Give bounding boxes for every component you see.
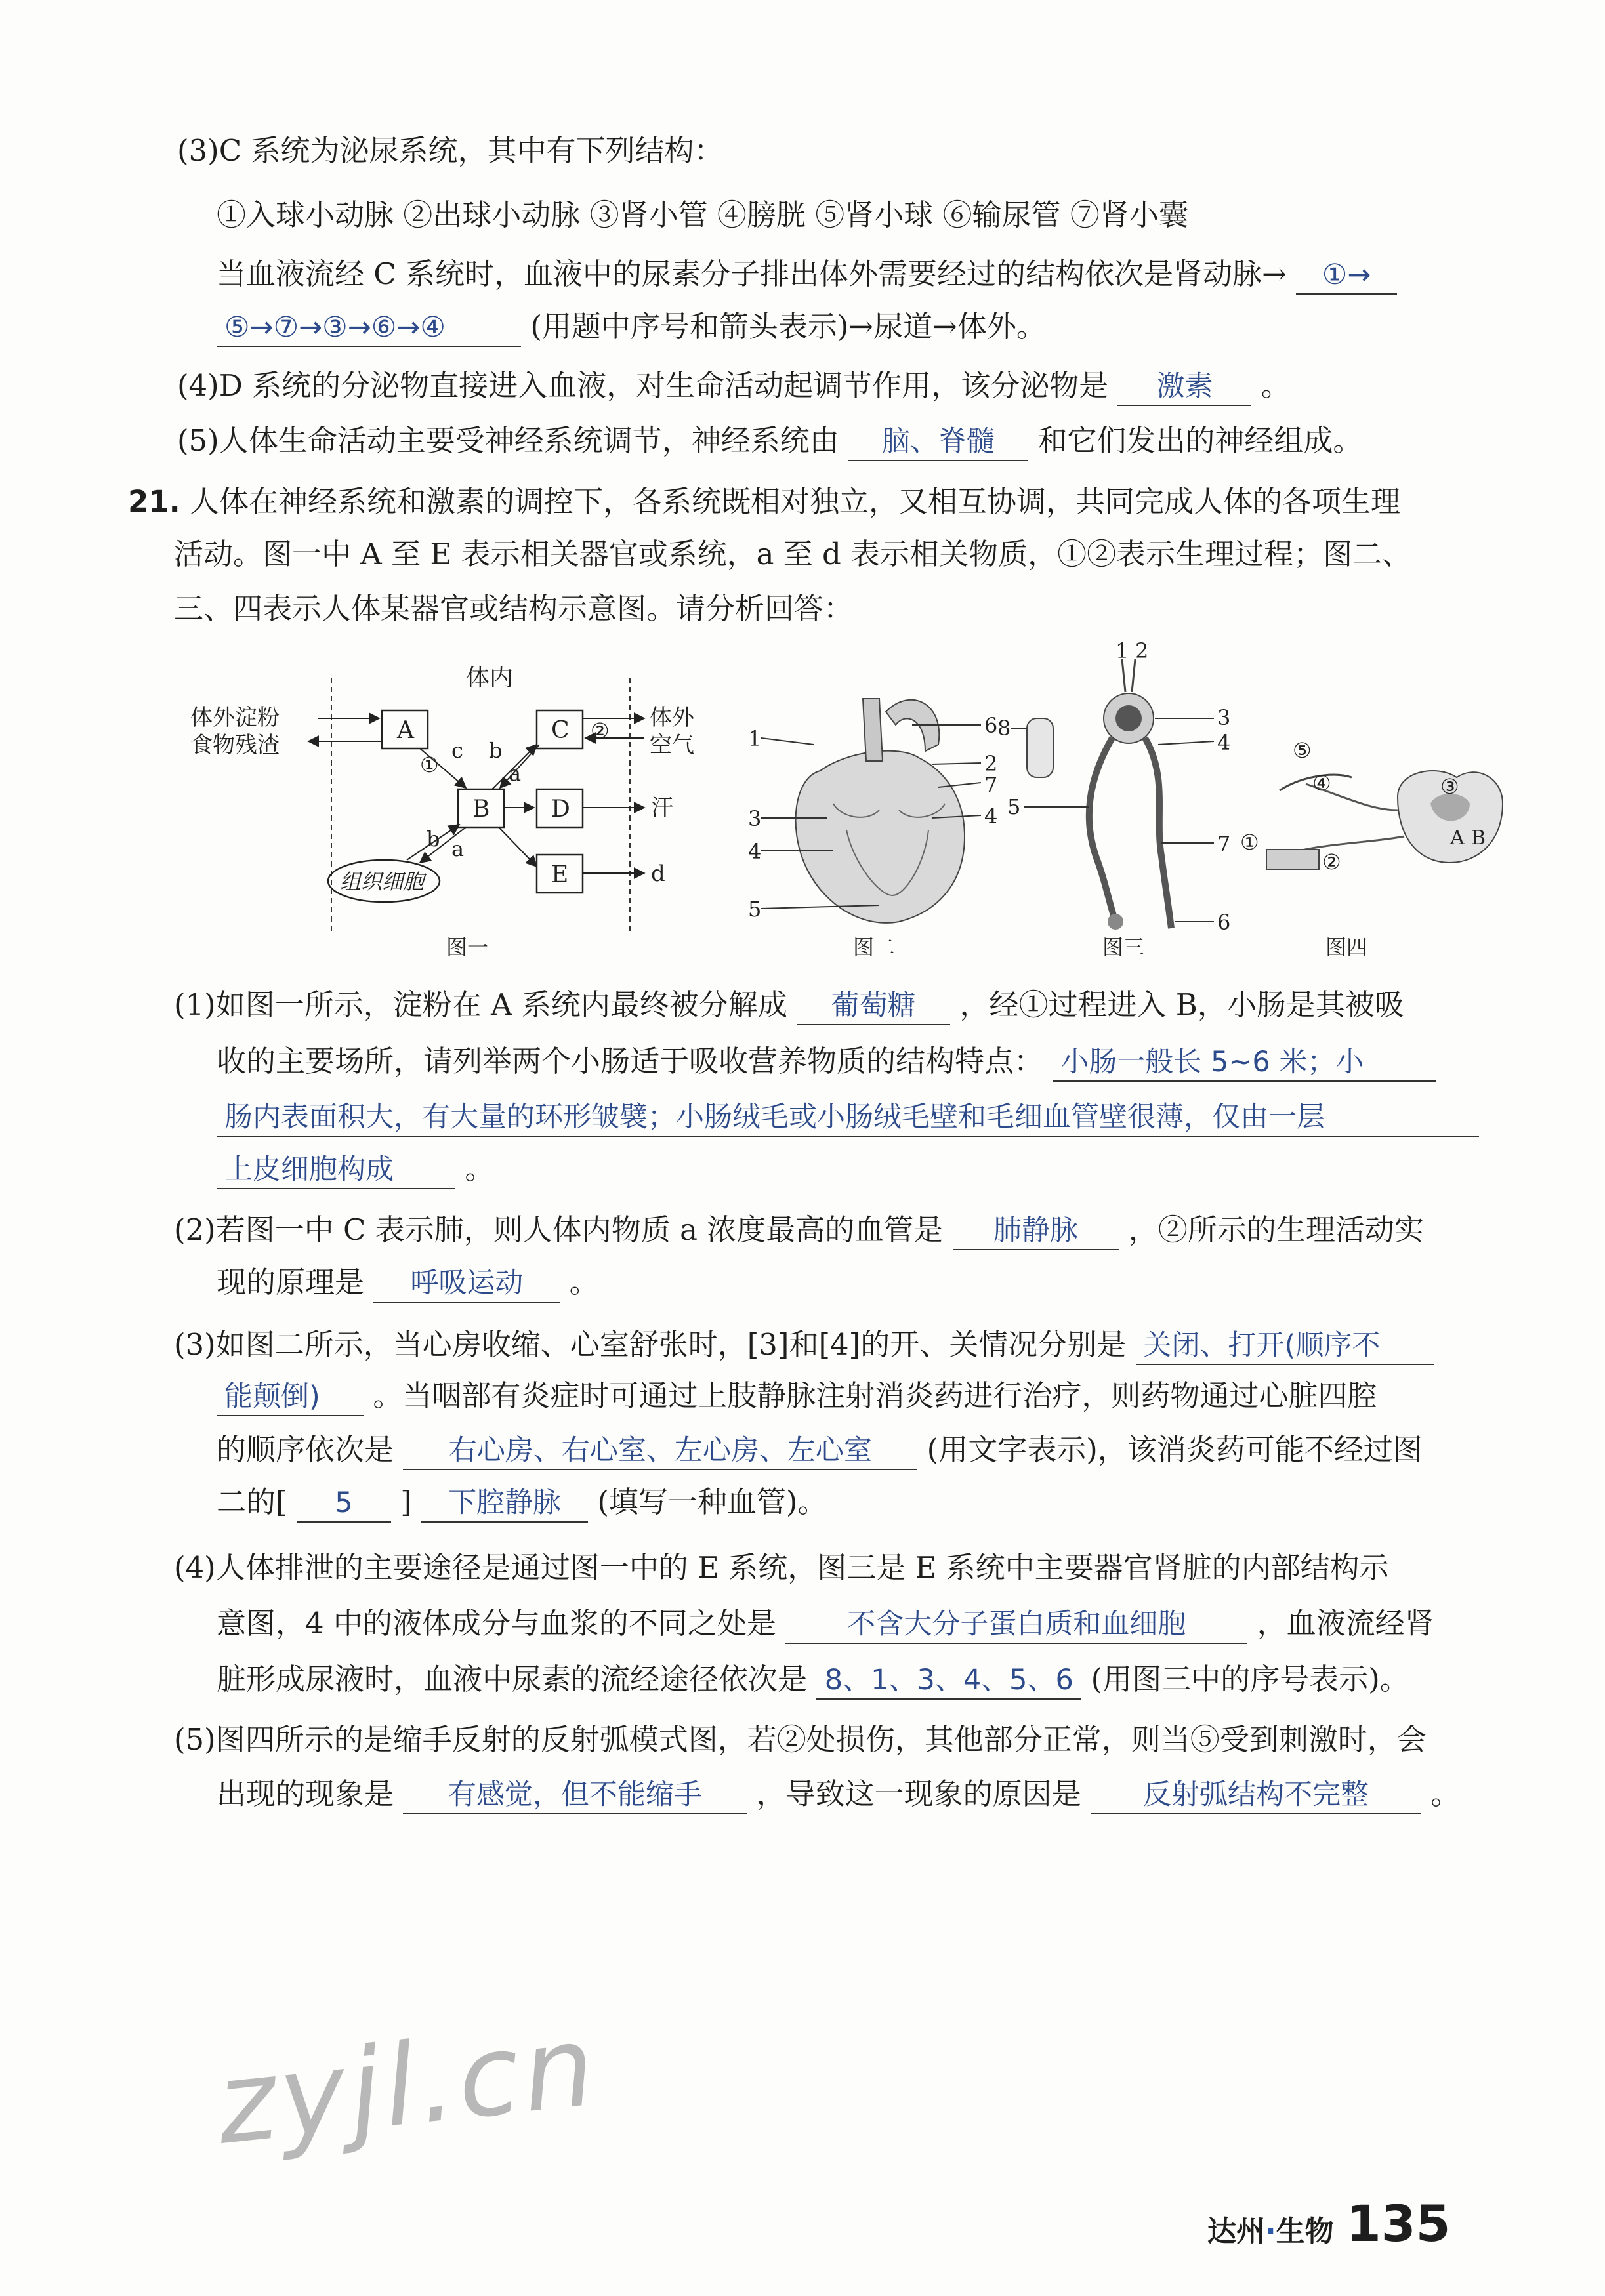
fig1-letter-b1: b xyxy=(489,738,503,763)
fig1-label-b: B xyxy=(472,796,490,823)
q20-p4-end: 。 xyxy=(1261,368,1291,403)
fig3-label-1: 1 xyxy=(1115,638,1129,663)
q21-s3-text4c: (填写一种血管)。 xyxy=(597,1485,827,1519)
fig3-label-8: 8 xyxy=(997,716,1011,741)
fig3-caption: 图三 xyxy=(1102,935,1145,960)
q20-p3-line4 xyxy=(217,307,1046,347)
fig3-label-7: 7 xyxy=(1217,831,1231,856)
q21-s3-line3 xyxy=(217,1430,1423,1470)
q21-intro-text3: 三、四表示人体某器官或结构示意图。请分析回答： xyxy=(174,591,854,626)
q21-s3-text4a: 二的[ xyxy=(217,1485,287,1519)
q21-s2-text2: 现的原理是 xyxy=(217,1265,365,1300)
footer-region: 达州 xyxy=(1207,2215,1265,2248)
footer-subject: 生物 xyxy=(1276,2215,1334,2248)
figure-2 xyxy=(748,699,997,960)
fig2-label-2: 2 xyxy=(984,751,998,776)
fig1-letter-b2: b xyxy=(427,827,440,851)
q21-s3-text1: (3)如图二所示，当心房收缩、心室舒张时，[3]和[4]的开、关情况分别是 xyxy=(174,1327,1127,1362)
q20-p3-text3: 当血液流经 C 系统时，血液中的尿素分子排出体外需要经过的结构依次是肾动脉→ xyxy=(217,256,1287,291)
figure-4 xyxy=(1240,738,1503,960)
fig1-caption: 图一 xyxy=(446,935,489,960)
q21-intro-line1 xyxy=(128,482,1400,522)
q21-s3-text2: 。当咽部有炎症时可通过上肢静脉注射消炎药进行治疗，则药物通过心脏四腔 xyxy=(373,1378,1377,1413)
fig2-label-5: 5 xyxy=(748,897,762,922)
figure-1 xyxy=(190,665,695,960)
q20-p3-answer-a: ①→ xyxy=(1296,256,1397,295)
q21-s1-answer1: 葡萄糖 xyxy=(797,987,950,1025)
q21-s2-text1b: ，②所示的生理活动实 xyxy=(1128,1212,1424,1247)
q21-s1-line4 xyxy=(217,1149,494,1189)
q21-s4-text3b: (用图三中的序号表示)。 xyxy=(1091,1662,1409,1696)
q21-intro-text2: 活动。图一中 A 至 E 表示相关器官或系统，a 至 d 表示相关物质，①②表示生理过程；图二、 xyxy=(174,537,1412,571)
fig1-label-e: E xyxy=(551,861,569,888)
fig3-label-2: 2 xyxy=(1135,638,1149,663)
q21-intro-line2 xyxy=(174,535,1411,574)
q21-s3-line2 xyxy=(217,1376,1377,1416)
q21-s5-text1: (5)图四所示的是缩手反射的反射弧模式图，若②处损伤，其他部分正常，则当⑤受到刺激时，会 xyxy=(174,1722,1427,1757)
nephron-arterioles xyxy=(1122,659,1135,692)
fig2-label-7: 7 xyxy=(984,772,998,797)
fig3-leader-4 xyxy=(1158,741,1214,745)
fig2-label-1: 1 xyxy=(748,726,762,751)
fig1-label-d: D xyxy=(551,796,570,823)
q21-s4-answer1: 不含大分子蛋白质和血细胞 xyxy=(785,1606,1247,1644)
q20-p3-answer-b: ⑤→⑦→③→⑥→④ xyxy=(217,309,521,347)
q20-p3-text2: ①入球小动脉 ②出球小动脉 ③肾小管 ④膀胱 ⑤肾小球 ⑥输尿管 ⑦肾小囊 xyxy=(217,197,1188,232)
fig1-letter-a1: a xyxy=(509,761,522,786)
q21-s3-answer1a: 关闭、打开(顺序不 xyxy=(1136,1327,1434,1365)
q21-s4-text3: 脏形成尿液时，血液中尿素的流经途径依次是 xyxy=(217,1662,808,1696)
q21-s1-line3 xyxy=(217,1097,1479,1137)
fig4-label-2: ② xyxy=(1322,850,1341,874)
q21-s5-text2: 出现的现象是 xyxy=(217,1776,394,1811)
nephron-glomerulus xyxy=(1115,705,1142,731)
q21-s3-text4b: ] xyxy=(400,1485,412,1519)
q21-s2-answer1: 肺静脉 xyxy=(953,1212,1119,1250)
nephron-vessel xyxy=(1027,718,1053,777)
q21-s2-end: 。 xyxy=(569,1265,599,1300)
fig2-label-3: 3 xyxy=(748,806,762,831)
q21-s3-answer2: 右心房、右心室、左心房、左心室 xyxy=(403,1432,917,1470)
q21-s3-answer4: 下腔静脉 xyxy=(421,1485,588,1523)
effector-muscle xyxy=(1266,850,1319,869)
q20-p5-end: 和它们发出的神经组成。 xyxy=(1037,423,1363,458)
fig1-process-1: ① xyxy=(420,752,439,777)
q21-s2-text1: (2)若图一中 C 表示肺，则人体内物质 a 浓度最高的血管是 xyxy=(174,1212,944,1247)
q21-s2-line2 xyxy=(217,1263,599,1303)
figure-3 xyxy=(997,638,1230,960)
fig4-caption: 图四 xyxy=(1325,935,1368,960)
q21-s1-answer2b: 肠内表面积大，有大量的环形皱襞；小肠绒毛或小肠绒毛壁和毛细血管壁很薄，仅由一层 xyxy=(217,1099,1479,1137)
q20-p3-structures xyxy=(217,195,1188,235)
q21-s2-line1 xyxy=(174,1210,1424,1250)
fig3-label-4: 4 xyxy=(1217,730,1231,755)
q20-p4-answer: 激素 xyxy=(1117,368,1251,406)
q21-s3-line1 xyxy=(174,1325,1434,1365)
q20-p5-text: (5)人体生命活动主要受神经系统调节，神经系统由 xyxy=(177,423,839,458)
fig2-label-4-left: 4 xyxy=(748,839,762,864)
q20-p3-line1 xyxy=(177,131,723,171)
fig2-leader-2 xyxy=(932,763,981,764)
figures-row xyxy=(177,638,1486,968)
q21-s3-line4 xyxy=(217,1483,827,1523)
fig2-caption: 图二 xyxy=(853,935,896,960)
q21-s1-text1b: ，经①过程进入 B，小肠是其被吸 xyxy=(959,987,1404,1022)
fig3-label-6: 6 xyxy=(1217,910,1231,935)
fig1-label-a: A xyxy=(397,717,414,744)
q21-s4-text2b: ，血液流经肾 xyxy=(1257,1606,1434,1641)
fig4-label-1: ① xyxy=(1240,830,1259,855)
q21-s4-line2 xyxy=(217,1604,1434,1644)
fig1-left-top: 体外淀粉 xyxy=(190,705,280,731)
q20-p3-text4: (用题中序号和箭头表示)→尿道→体外。 xyxy=(530,309,1046,344)
q20-p3-line3 xyxy=(217,255,1397,295)
fig2-label-4-right: 4 xyxy=(984,804,998,829)
q20-p5-line xyxy=(177,421,1362,461)
q21-s5-answer1: 有感觉，但不能缩手 xyxy=(403,1776,747,1814)
q20-p5-answer: 脑、脊髓 xyxy=(848,423,1028,461)
page-number: 135 xyxy=(1346,2194,1451,2253)
fig1-right-top: 体外 xyxy=(650,705,694,731)
fig1-sweat: 汗 xyxy=(651,795,673,821)
fig1-process-2: ② xyxy=(591,718,610,743)
fig4-label-a: A xyxy=(1450,827,1465,850)
q21-s4-text1: (4)人体排泄的主要途径是通过图一中的 E 系统，图三是 E 系统中主要器官肾脏的内部结构示 xyxy=(174,1550,1389,1585)
fig1-left-bottom: 食物残渣 xyxy=(190,732,280,758)
q21-s1-line2 xyxy=(217,1042,1436,1082)
fig2-label-6: 6 xyxy=(984,713,998,738)
fig4-label-b: B xyxy=(1471,827,1486,850)
q21-s4-line1 xyxy=(174,1548,1389,1588)
q21-s4-line3 xyxy=(217,1660,1409,1700)
q21-s5-line2 xyxy=(217,1774,1460,1814)
q21-s5-answer2: 反射弧结构不完整 xyxy=(1091,1776,1421,1814)
fig3-label-5: 5 xyxy=(1007,794,1021,819)
q21-s5-text2b: ，导致这一现象的原因是 xyxy=(756,1776,1081,1811)
footer-dot: · xyxy=(1265,2215,1276,2248)
fig4-label-3: ③ xyxy=(1440,774,1459,799)
q21-s5-line1 xyxy=(174,1720,1427,1759)
nephron-loop xyxy=(1108,914,1123,930)
q20-p3-text1: (3)C 系统为泌尿系统，其中有下列结构： xyxy=(177,133,724,168)
fig1-cell-label: 组织细胞 xyxy=(340,869,425,894)
q21-s1-text1: (1)如图一所示，淀粉在 A 系统内最终被分解成 xyxy=(174,987,787,1022)
q20-p4-text: (4)D 系统的分泌物直接进入血液，对生命活动起调节作用，该分泌物是 xyxy=(177,368,1109,403)
fig1-arrow-b-e xyxy=(499,827,537,867)
fig1-d: d xyxy=(651,861,665,887)
fig1-letter-c: c xyxy=(451,738,463,763)
q21-s4-answer2: 8、1、3、4、5、6 xyxy=(816,1662,1081,1700)
nephron-tubule-left xyxy=(1089,738,1115,922)
fig1-label-c: C xyxy=(551,717,570,744)
q21-intro-line3 xyxy=(174,589,853,628)
heart-vessel-top xyxy=(863,699,883,761)
q21-s5-end: 。 xyxy=(1430,1776,1461,1811)
q21-s1-end: 。 xyxy=(465,1151,495,1186)
q20-p4-line xyxy=(177,366,1291,406)
fig1-right-bottom: 空气 xyxy=(650,732,694,758)
q21-s1-answer2a: 小肠一般长 5~6 米；小 xyxy=(1053,1044,1436,1082)
q21-number: 21. xyxy=(128,484,180,519)
heart-body xyxy=(796,751,965,923)
fig3-label-3: 3 xyxy=(1217,705,1231,730)
q21-intro-text1: 人体在神经系统和激素的调控下，各系统既相对独立，又相互协调，共同完成人体的各项生理 xyxy=(190,484,1401,519)
page-footer xyxy=(1207,2194,1450,2253)
q21-s1-text2: 收的主要场所，请列举两个小肠适于吸收营养物质的结构特点： xyxy=(217,1044,1044,1078)
q21-s3-answer3: 5 xyxy=(297,1485,391,1523)
q21-s3-text3: 的顺序依次是 xyxy=(217,1432,394,1467)
nephron-tubule-right xyxy=(1145,738,1171,928)
q21-s3-answer1b: 能颠倒) xyxy=(217,1378,364,1416)
watermark-text: zyjl.cn xyxy=(211,2001,604,2170)
q21-s4-text2: 意图，4 中的液体成分与血浆的不同之处是 xyxy=(217,1606,776,1641)
q21-s1-answer2c: 上皮细胞构成 xyxy=(217,1151,455,1189)
q21-s1-line1 xyxy=(174,985,1404,1025)
fig1-header: 体内 xyxy=(466,665,514,691)
fig4-label-5: ⑤ xyxy=(1293,738,1312,763)
fig2-leader-1 xyxy=(761,738,814,745)
q21-s2-answer2: 呼吸运动 xyxy=(373,1265,560,1303)
q21-s3-text3b: (用文字表示)，该消炎药可能不经过图 xyxy=(927,1432,1423,1467)
fig1-letter-a2: a xyxy=(451,836,465,861)
fig4-label-4: ④ xyxy=(1312,771,1331,796)
